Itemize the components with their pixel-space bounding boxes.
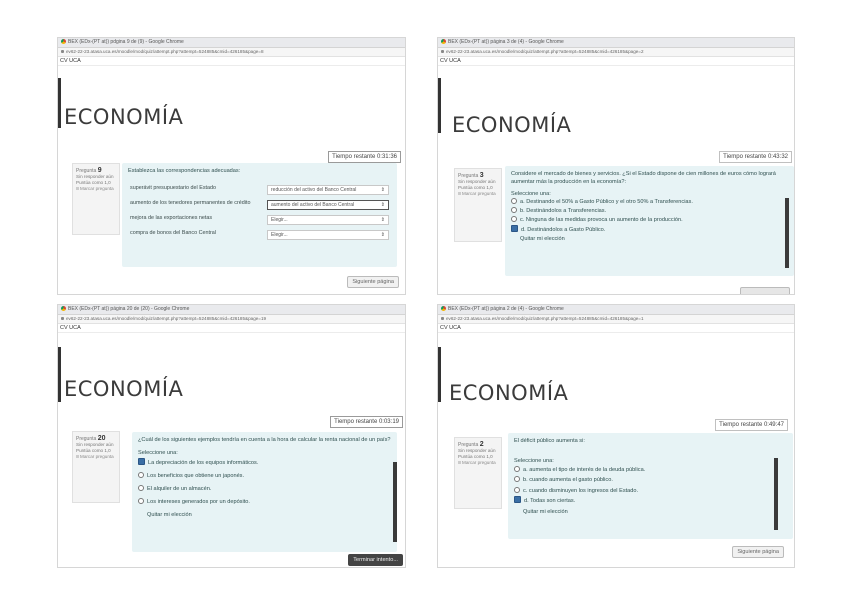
course-title: ECONOMÍA [449, 381, 569, 405]
site-name[interactable]: CV UCA [58, 324, 405, 333]
radio-icon[interactable] [511, 207, 517, 213]
left-dark-bar [438, 347, 441, 402]
flag-question[interactable]: Marcar pregunta [76, 186, 116, 192]
select-prompt: Seleccione una: [514, 457, 554, 464]
radio-checked-icon[interactable] [514, 496, 521, 503]
answer-option[interactable]: El alquiler de un almacén. [138, 483, 391, 496]
question-status: Sin responder aún [76, 174, 114, 179]
left-dark-bar [438, 78, 441, 133]
question-status: Sin responder aún [76, 442, 114, 447]
radio-checked-icon[interactable] [138, 458, 145, 465]
question-number: Pregunta 2 [458, 441, 484, 448]
lock-icon [441, 50, 444, 53]
window-title: BEX (EDx-(PT at)) página 3 de (4) - Google Chrome [448, 39, 564, 45]
address-bar[interactable] [58, 48, 405, 57]
question-points: Puntúa como 1,0 [76, 448, 111, 453]
question-info [454, 437, 502, 509]
question-box [132, 432, 397, 552]
answer-option[interactable]: a. aumenta el tipo de interés de la deuda pública. [514, 465, 787, 476]
time-remaining: Tiempo restante 0:43:32 [719, 151, 792, 163]
answer-option[interactable]: Los beneficios que obtiene un japonés. [138, 470, 391, 483]
match-row [128, 199, 391, 214]
url-text: ev62-22-23.atasa.uca.es/moodle/mod/quiz/attempt.php?attempt=524885&cmid=426185&page=8 [66, 49, 264, 54]
radio-icon[interactable] [511, 216, 517, 222]
dropdown-caret-icon: ⇕ [380, 231, 385, 238]
chrome-icon [441, 39, 446, 44]
match-select[interactable]: aumento del activo del Banco Central ⇕ [267, 200, 389, 210]
radio-checked-icon[interactable] [511, 225, 518, 232]
course-title: ECONOMÍA [452, 113, 572, 137]
match-left: superávit presupuestario del Estado [130, 184, 217, 191]
question-box [122, 163, 397, 267]
time-remaining: Tiempo restante 0:03:19 [330, 416, 403, 428]
answer-option[interactable]: c. Ninguna de las medidas provoca un aumento de la producción. [511, 216, 788, 225]
answer-option[interactable]: d. Destinándolos a Gasto Público. [511, 225, 788, 235]
url-text: ev62-22-23.atasa.uca.es/moodle/mod/quiz/attempt.php?attempt=524885&cmid=426185&page=1 [446, 316, 644, 321]
match-row [128, 214, 391, 229]
flag-question[interactable]: Marcar pregunta [76, 454, 116, 460]
match-left: aumento de los tenedores permanentes de crédito [130, 199, 251, 206]
window-titlebar [438, 38, 794, 48]
question-text: Establezca las correspondencias adecuadas: [128, 168, 241, 174]
chrome-icon [441, 306, 446, 311]
lock-icon [441, 317, 444, 320]
url-text: ev62-22-23.atasa.uca.es/moodle/mod/quiz/attempt.php?attempt=524885&cmid=426185&page=2 [446, 49, 644, 54]
answer-option[interactable]: b. cuando aumenta el gasto público. [514, 475, 787, 486]
dropdown-caret-icon: ⇕ [380, 201, 385, 208]
question-number: Pregunta 9 [76, 167, 102, 174]
site-name[interactable]: CV UCA [438, 57, 794, 66]
flag-question[interactable]: Marcar pregunta [458, 460, 498, 466]
answer-option[interactable]: c. cuando disminuyen los ingresos del Estado. [514, 486, 787, 497]
question-info [72, 163, 120, 235]
site-name[interactable]: CV UCA [438, 324, 794, 333]
finish-attempt-button[interactable]: Terminar intento... [348, 554, 403, 566]
chrome-icon [61, 306, 66, 311]
address-bar[interactable] [438, 315, 794, 324]
radio-icon[interactable] [138, 498, 144, 504]
scrollbar-thumb[interactable] [785, 198, 789, 268]
left-dark-bar [58, 347, 61, 402]
next-page-button[interactable]: Siguiente página [347, 276, 399, 288]
dropdown-caret-icon: ⇕ [380, 216, 385, 223]
question-number: Pregunta 3 [458, 172, 484, 179]
match-select[interactable]: Elegir... ⇕ [267, 230, 389, 240]
question-box [505, 166, 794, 276]
question-points: Puntúa como 1,0 [458, 185, 493, 190]
window-title: BEX (EDx-(PT at)) página 20 de (20) - Google Chrome [68, 306, 190, 312]
window-titlebar [438, 305, 794, 315]
window-titlebar [58, 38, 405, 48]
clear-choice-link[interactable]: Quitar mi elección [520, 236, 565, 242]
question-number: Pregunta 20 [76, 435, 106, 442]
radio-icon[interactable] [514, 487, 520, 493]
question-status: Sin responder aún [458, 179, 496, 184]
scrollbar-thumb[interactable] [774, 458, 778, 530]
question-points: Puntúa como 1,0 [76, 180, 111, 185]
time-remaining: Tiempo restante 0:49:47 [715, 419, 788, 431]
screenshot-2 [438, 38, 794, 294]
select-prompt: Seleccione una: [138, 449, 178, 456]
window-title: BEX (EDx-(PT at)) pdgina 9 de (9) - Google Chrome [68, 39, 184, 45]
radio-icon[interactable] [511, 198, 517, 204]
lock-icon [61, 317, 64, 320]
answer-option[interactable]: Los intereses generados por un depósito. [138, 496, 391, 509]
match-left: mejora de las exportaciones netas [130, 214, 213, 221]
answer-option[interactable]: d. Todas son ciertas. [514, 496, 787, 507]
radio-icon[interactable] [138, 485, 144, 491]
address-bar[interactable] [58, 315, 405, 324]
question-info [72, 431, 120, 503]
clear-choice-link[interactable]: Quitar mi elección [147, 511, 192, 518]
course-title: ECONOMÍA [64, 377, 184, 401]
answer-option[interactable]: a. Destinando el 50% a Gasto Público y el otro 50% a Transferencias. [511, 198, 788, 207]
dropdown-caret-icon: ⇕ [380, 186, 385, 193]
window-title: BEX (EDx-(PT at)) página 2 de (4) - Google Chrome [448, 306, 564, 312]
scrollbar-thumb[interactable] [393, 462, 397, 542]
match-select[interactable]: reducción del activo del Banco Central ⇕ [267, 185, 389, 195]
screenshot-3 [58, 305, 405, 567]
screenshot-1 [58, 38, 405, 294]
question-info [454, 168, 502, 242]
matching-table [128, 184, 391, 244]
match-row [128, 229, 391, 244]
answer-option[interactable]: b. Destinándolos a Transferencias. [511, 207, 788, 216]
next-page-button[interactable] [740, 287, 790, 294]
clear-choice-link[interactable]: Quitar mi elección [523, 508, 568, 515]
question-text: El déficit público aumenta si: [514, 438, 585, 444]
window-titlebar [58, 305, 405, 315]
select-prompt: Seleccione una: [511, 191, 551, 197]
url-text: ev62-22-23.atasa.uca.es/moodle/mod/quiz/attempt.php?attempt=524885&cmid=426185&page=19 [66, 316, 267, 321]
radio-icon[interactable] [138, 472, 144, 478]
flag-question[interactable]: Marcar pregunta [458, 191, 498, 197]
question-text: ¿Cuál de los siguientes ejemplos tendría en cuenta a la hora de calcular la renta nacional de un país? [138, 437, 391, 443]
match-row [128, 184, 391, 199]
radio-icon[interactable] [514, 466, 520, 472]
match-left: compra de bonos del Banco Central [130, 229, 217, 236]
site-name[interactable]: CV UCA [58, 57, 405, 66]
question-status: Sin responder aún [458, 448, 496, 453]
left-dark-bar [58, 78, 61, 128]
question-text: Considere el mercado de bienes y servicios. ¿Si el Estado dispone de cien millones de euros cómo logrará aumentar más la producción en la economía?: [511, 171, 776, 185]
chrome-icon [61, 39, 66, 44]
course-title: ECONOMÍA [64, 105, 184, 129]
address-bar[interactable] [438, 48, 794, 57]
screenshot-4 [438, 305, 794, 567]
time-remaining: Tiempo restante 0:31:36 [328, 151, 401, 163]
radio-icon[interactable] [514, 476, 520, 482]
match-select[interactable]: Elegir... ⇕ [267, 215, 389, 225]
next-page-button[interactable]: Siguiente página [732, 546, 784, 558]
lock-icon [61, 50, 64, 53]
question-box [508, 433, 793, 539]
answer-option[interactable]: La depreciación de los equipos informáticos. [138, 457, 391, 470]
question-points: Puntúa como 1,0 [458, 454, 493, 459]
